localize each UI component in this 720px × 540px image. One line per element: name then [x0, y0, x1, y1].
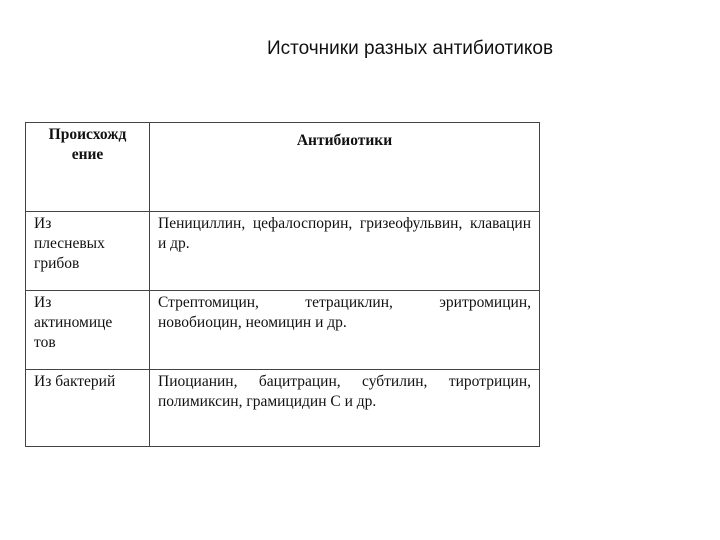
antibiotics-cell: Пиоцианин, бацитрацин, субтилин, тиротрицин, полимиксин, грамицидин С и др.: [150, 370, 540, 447]
table-row: [26, 370, 540, 447]
header-antibiotics: Антибиотики: [150, 123, 540, 212]
table-row: [26, 291, 540, 370]
antibiotics-cell: Стрептомицин, тетрациклин, эритромицин, новобиоцин, неомицин и др.: [150, 291, 540, 370]
antibiotics-cell: Пенициллин, цефалоспорин, гризеофульвин, клавацин и др.: [150, 212, 540, 291]
origin-cell: Из плесневых грибов: [26, 212, 150, 291]
table-header-row: [26, 123, 540, 212]
origin-cell: Из бактерий: [26, 370, 150, 447]
table-row: [26, 212, 540, 291]
page-title: Источники разных антибиотиков: [266, 38, 554, 59]
origin-cell: Из актиномице тов: [26, 291, 150, 370]
header-origin: Происхожд ение: [26, 123, 150, 212]
antibiotics-table: [25, 122, 540, 447]
